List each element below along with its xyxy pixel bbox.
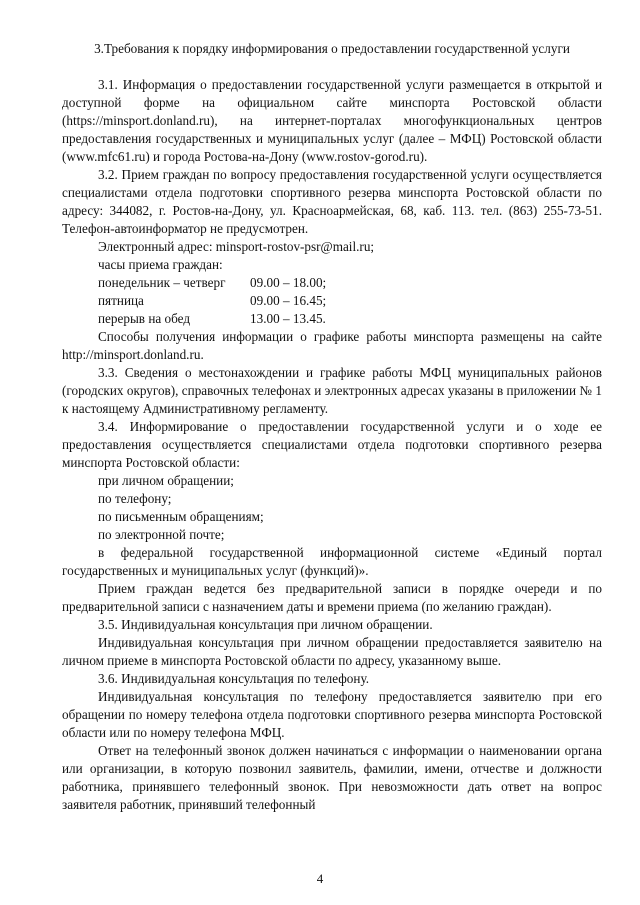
channel-item: по электронной почте;: [98, 527, 225, 542]
hours-label: часы приема граждан:: [98, 257, 223, 272]
schedule-row: [62, 274, 602, 292]
channel-item: по телефону;: [98, 491, 172, 506]
heading-3-6: 3.6. Индивидуальная консультация по телефону.: [98, 671, 370, 686]
schedule-time: 09.00 – 18.00;: [250, 275, 327, 290]
schedule-day: понедельник – четверг: [98, 275, 226, 290]
page-number: 4: [316, 871, 324, 886]
schedule-row: [62, 310, 602, 328]
schedule-day: пятница: [98, 293, 144, 308]
paragraph-schedule-info: Способы получения информации о графике работы минспорта размещены на сайте http://minsport.donland.ru.: [62, 329, 602, 362]
document-page: [62, 40, 602, 814]
schedule-day: перерыв на обед: [98, 311, 191, 326]
paragraph-3-3: 3.3. Сведения о местонахождении и графике работы МФЦ муниципальных районов (городских округов), справочных телефонах и электронных адресах указаны в приложении № 1 к настоящему Административному регламенту.: [62, 365, 602, 416]
paragraph-answer: Ответ на телефонный звонок должен начинаться с информации о наименовании органа или организации, в которую позвонил заявитель, фамилии, имени, отчестве и должности работника, принявшего телефонный звонок. При невозможности дать ответ на вопрос заявителя работник, принявший телефонный: [62, 743, 602, 812]
schedule-time: 09.00 – 16.45;: [250, 293, 327, 308]
channel-item: при личном обращении;: [98, 473, 234, 488]
channel-item: по письменным обращениям;: [98, 509, 264, 524]
schedule-row: [62, 292, 602, 310]
paragraph-3-4: 3.4. Информирование о предоставлении государственной услуги и о ходе ее предоставления осуществляется специалистами отдела подготовки спортивного резерва минспорта Ростовской области:: [62, 419, 602, 470]
paragraph-3-1: 3.1. Информация о предоставлении государственной услуги размещается в открытой и доступной форме на официальном сайте минспорта Ростовской области (https://minsport.donland.ru), на интернет-порталах многофункциональных центров предоставления государственных и муниципальных услуг (далее – МФЦ) Ростовской области (www.mfc61.ru) и города Ростова-на-Дону (www.rostov-gorod.ru).: [62, 77, 602, 164]
section-title: 3.Требования к порядку информирования о предоставлении государственной услуги: [94, 41, 570, 56]
paragraph-queue: Прием граждан ведется без предварительной записи в порядке очереди и по предварительной записи с назначением даты и времени приема (по желанию граждан).: [62, 581, 602, 614]
paragraph-portal: в федеральной государственной информационной системе «Единый портал государственных и муниципальных услуг (функций)».: [62, 545, 602, 578]
heading-3-5: 3.5. Индивидуальная консультация при личном обращении.: [98, 617, 433, 632]
email-line: Электронный адрес: minsport-rostov-psr@mail.ru;: [98, 239, 375, 254]
schedule-time: 13.00 – 13.45.: [250, 311, 326, 326]
paragraph-3-6: Индивидуальная консультация по телефону предоставляется заявителю при его обращении по номеру телефона отдела подготовки спортивного резерва минспорта Ростовской области или по номеру телефона МФЦ.: [62, 689, 602, 740]
paragraph-3-2: 3.2. Прием граждан по вопросу предоставления государственной услуги осуществляется специалистами отдела подготовки спортивного резерва минспорта Ростовской области по адресу: 344082, г. Ростов-на-Дону, ул. Красноармейская, 68, каб. 113. тел. (863) 255-73-51. Телефон-автоинформатор не предусмотрен.: [62, 167, 602, 236]
paragraph-3-5: Индивидуальная консультация при личном обращении предоставляется заявителю на личном приеме в минспорта Ростовской области по адресу, указанному выше.: [62, 635, 602, 668]
